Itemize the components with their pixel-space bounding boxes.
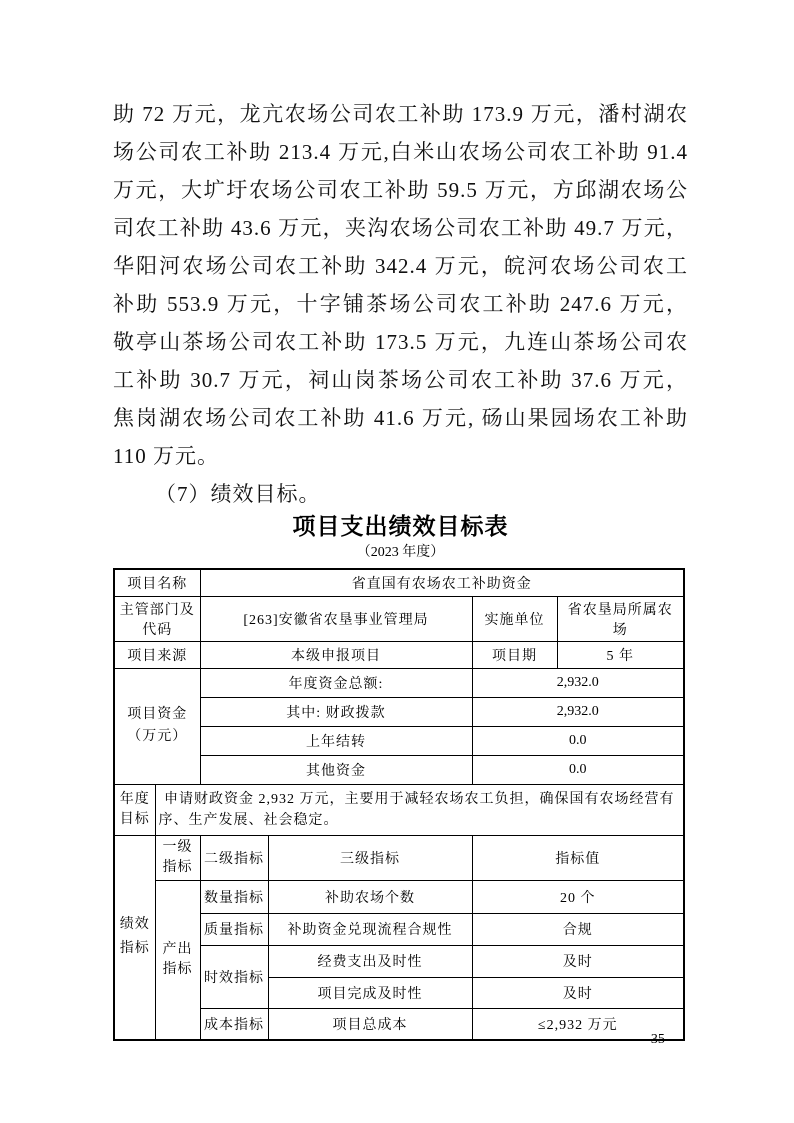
cell-project-name-value: 省直国有农场农工补助资金 [200,569,684,596]
paragraph-line: 补助 553.9 万元，十字铺茶场公司农工补助 247.6 万元， [113,292,688,316]
table-row [114,726,684,755]
table-row [114,569,684,596]
paragraph-line: 焦岗湖农场公司农工补助 41.6 万元, 砀山果园场农工补助 [113,406,688,430]
table-row [114,835,684,880]
table-row [114,945,684,977]
cell-farm-count-value: 20 个 [472,880,684,913]
cell-expenditure-timeliness-value: 及时 [472,945,684,977]
cell-other-funds-value: 0.0 [472,755,684,784]
cell-quality-indicator-label: 质量指标 [200,913,268,945]
cell-header-level1: 一级指标 [155,835,200,880]
cell-dept-value: [263]安徽省农垦事业管理局 [200,596,472,641]
paragraph-line: 司农工补助 43.6 万元，夹沟农场公司农工补助 49.7 万元， [113,216,688,240]
table-row [114,880,684,913]
cell-carryover-value: 0.0 [472,726,684,755]
cell-project-source-label: 项目来源 [114,641,200,668]
page-number: - 35 - [642,1032,673,1047]
cell-project-period-label: 项目期 [472,641,557,668]
cell-compliance-label: 补助资金兑现流程合规性 [268,913,472,945]
cell-completion-timeliness-value: 及时 [472,977,684,1008]
table-row [114,641,684,668]
paragraph-line: 万元，大圹圩农场公司农工补助 59.5 万元，方邱湖农场公 [113,178,688,202]
cell-implement-unit-value: 省农垦局所属农场 [557,596,684,641]
paragraph-line: 华阳河农场公司农工补助 342.4 万元，皖河农场公司农工 [113,254,688,278]
cell-header-indicator-value: 指标值 [472,835,684,880]
performance-target-table [113,568,685,1041]
cell-project-name-label: 项目名称 [114,569,200,596]
table-row [114,668,684,697]
cell-total-cost-label: 项目总成本 [268,1008,472,1040]
cell-completion-timeliness-label: 项目完成及时性 [268,977,472,1008]
table-subtitle: （2023 年度） [356,545,445,560]
cell-quantity-indicator-label: 数量指标 [200,880,268,913]
cell-compliance-value: 合规 [472,913,684,945]
cell-annual-total-label: 年度资金总额: [200,668,472,697]
cell-project-period-value: 5 年 [557,641,684,668]
table-row [114,596,684,641]
cell-output-indicator-label: 产出指标 [155,880,200,1040]
cell-annual-goal-label: 年度目标 [114,784,155,835]
cell-annual-total-value: 2,932.0 [472,668,684,697]
cell-project-funds-label: 项目资金（万元） [114,668,200,784]
table-row [114,697,684,726]
cell-expenditure-timeliness-label: 经费支出及时性 [268,945,472,977]
cell-header-level3: 三级指标 [268,835,472,880]
cell-cost-indicator-label: 成本指标 [200,1008,268,1040]
paragraph-line: 工补助 30.7 万元，祠山岗茶场公司农工补助 37.6 万元， [113,368,688,392]
table-row [114,784,684,835]
cell-fiscal-allocation-value: 2,932.0 [472,697,684,726]
paragraph-line: 110 万元。 [113,444,219,468]
cell-dept-label: 主管部门及代码 [114,596,200,641]
cell-other-funds-label: 其他资金 [200,755,472,784]
paragraph-line: 敬亭山茶场公司农工补助 173.5 万元，九连山茶场公司农 [113,330,688,354]
paragraph-line: 助 72 万元，龙亢农场公司农工补助 173.9 万元，潘村湖农 [113,102,688,126]
cell-annual-goal-text: 申请财政资金 2,932 万元，主要用于减轻农场农工负担，确保国有农场经营有序、生产发展、社会稳定。 [155,784,684,835]
paragraph-line: 场公司农工补助 213.4 万元,白米山农场公司农工补助 91.4 [113,140,688,164]
table-row [114,755,684,784]
paragraph-subsidy-amounts [113,95,688,513]
cell-carryover-label: 上年结转 [200,726,472,755]
cell-performance-indicator-label: 绩效指标 [114,835,155,1040]
cell-fiscal-allocation-label: 其中: 财政拨款 [200,697,472,726]
cell-timeliness-indicator-label: 时效指标 [200,945,268,1008]
cell-header-level2: 二级指标 [200,835,268,880]
paragraph-performance-goal-heading: （7）绩效目标。 [155,482,321,506]
cell-implement-unit-label: 实施单位 [472,596,557,641]
table-title: 项目支出绩效目标表 [292,513,509,539]
page-content [113,95,688,1041]
table-row [114,913,684,945]
cell-total-cost-value: ≤2,932 万元 [472,1008,684,1040]
cell-project-source-value: 本级申报项目 [200,641,472,668]
cell-farm-count-label: 补助农场个数 [268,880,472,913]
